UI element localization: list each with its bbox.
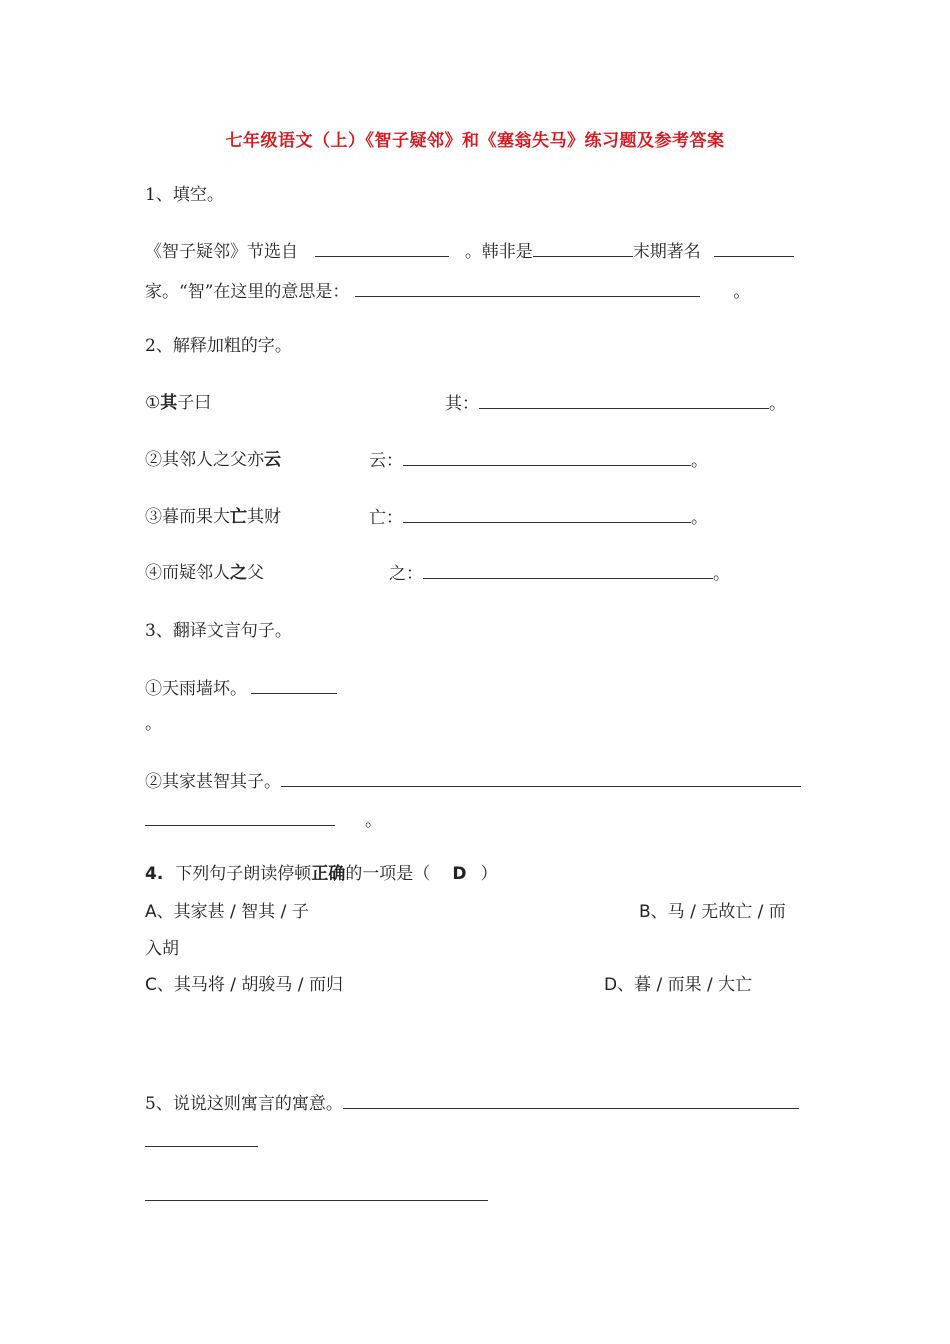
q2-item-1-bold: 其 [160,393,178,413]
q1-blank-source[interactable] [315,240,449,257]
q5-question [145,1092,799,1115]
q2-answer-1-end: 。 [769,394,786,414]
q2-item-1-num: ① [145,393,161,413]
q4-number: 4 [145,864,157,884]
q5-blank-3[interactable] [145,1184,488,1201]
q3-blank-1[interactable] [251,677,337,694]
q2-item-3-text-after: 其财 [247,507,281,527]
q2-item-2-num: ② [145,450,162,470]
q3-sentence-2-end: 。 [365,811,382,831]
q4-stem-text: 下列句子朗读停顿 [175,864,312,884]
q1-line1 [145,240,794,263]
q2-answer-2-label: 云： [369,451,403,471]
q1-hanfei-label: 。韩非是 [464,242,533,262]
q2-blank-3[interactable] [403,506,691,523]
q2-answer-3-end: 。 [691,508,708,528]
q2-item-3-text: 暮而果大 [162,507,230,527]
q1-blank-meaning[interactable] [355,280,700,297]
q5-line-3 [145,1184,488,1207]
q1-blank-school[interactable] [714,240,794,257]
q2-item-4-text: 而疑邻人 [162,563,230,583]
q4-stem-text-2: 的一项是（ [345,864,431,884]
q3-heading: 3、翻译文言句子。 [145,621,292,641]
q4-stem [145,863,497,885]
q3-sentence-1 [145,677,337,700]
q1-period: 。 [733,282,751,302]
q3-sentence-1-end: 。 [145,714,162,734]
q3-blank-2b[interactable] [145,809,335,826]
q5-blank-2[interactable] [145,1130,258,1147]
q2-blank-4[interactable] [423,562,713,579]
q2-item-2 [145,449,281,471]
q2-item-3-num: ③ [145,507,162,527]
q2-answer-3 [369,506,708,529]
q2-answer-2 [369,449,708,472]
q1-line2 [145,280,750,303]
q2-answer-1 [445,392,786,415]
page-title: 七年级语文（上）《智子疑邻》和《塞翁失马》练习题及参考答案 [225,131,725,151]
q4-stem-close: ） [480,864,498,884]
q4-option-b: B、马 / 无故亡 / 而 [639,902,786,922]
q4-option-b-cont: 入胡 [145,939,179,959]
q4-dot: . [156,864,164,884]
q3-blank-2a[interactable] [281,770,801,787]
q1-source-label: 《智子疑邻》节选自 [145,242,298,262]
q2-answer-4 [389,562,730,585]
q2-answer-4-label: 之： [389,564,423,584]
q4-answer: D [452,864,467,884]
q1-heading: 1、填空。 [145,185,224,205]
q2-blank-2[interactable] [403,449,691,466]
q4-option-a: A、其家甚 / 智其 / 子 [145,902,309,922]
q2-heading: 2、解释加粗的字。 [145,336,292,356]
q2-item-3 [145,506,281,528]
q2-item-1 [145,392,211,414]
q2-item-2-text: 其邻人之父亦 [162,450,264,470]
q4-stem-bold: 正确 [311,864,346,884]
q2-item-4 [145,562,264,584]
q2-item-4-bold: 之 [230,563,247,583]
q4-option-c: C、其马将 / 胡骏马 / 而归 [145,975,343,995]
q1-famous-label: 末期著名 [632,242,701,262]
q2-item-4-text-after: 父 [247,563,264,583]
q5-blank-1[interactable] [343,1092,799,1109]
q2-answer-1-label: 其： [445,394,479,414]
q3-sentence-2 [145,770,801,793]
q3-sentence-2-text: ②其家甚智其子。 [145,772,281,792]
q2-item-1-text: 子曰 [177,393,212,413]
q2-item-3-bold: 亡 [230,507,247,527]
q2-answer-2-end: 。 [691,451,708,471]
q4-option-d: D、暮 / 而果 / 大亡 [604,975,753,995]
q5-line-2 [145,1130,258,1153]
q2-item-2-bold: 云 [264,450,281,470]
q3-sentence-1-text: ①天雨墙坏。 [145,679,247,699]
q1-meaning-label: 家。“智”在这里的意思是： [145,282,350,302]
q2-item-4-num: ④ [145,563,162,583]
q3-sentence-2-cont [145,809,382,832]
q2-answer-3-label: 亡： [369,508,403,528]
q5-text: 5、说说这则寓言的寓意。 [145,1094,343,1114]
q2-blank-1[interactable] [479,392,769,409]
q1-blank-era[interactable] [533,240,633,257]
q2-answer-4-end: 。 [713,564,730,584]
